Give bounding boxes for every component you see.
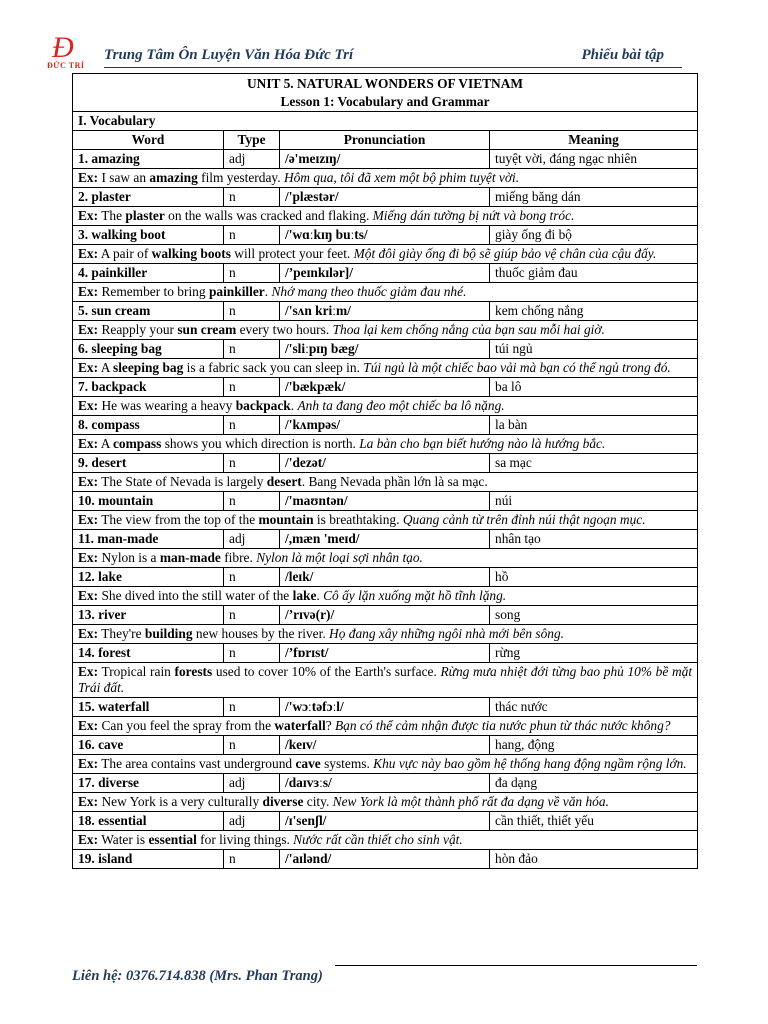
vocab-row — [73, 492, 698, 511]
example-keyword: diverse — [262, 794, 304, 809]
example-sentence — [73, 435, 698, 454]
example-text: . — [264, 284, 272, 299]
example-keyword: forests — [174, 664, 213, 679]
vocab-pronunciation: /ə'meɪzɪŋ/ — [280, 150, 490, 169]
example-row — [73, 663, 698, 698]
example-translation: Hôm qua, tôi đã xem một bộ phim tuyệt vời. — [283, 170, 520, 185]
example-sentence — [73, 283, 698, 302]
example-translation: New York là một thành phố rất đa dạng về văn hóa. — [332, 794, 609, 809]
example-sentence — [73, 207, 698, 226]
example-label: Ex: — [78, 360, 99, 375]
vocab-pronunciation: /daɪvɜːs/ — [280, 774, 490, 793]
example-translation: Nước rất cần thiết cho sinh vật. — [293, 832, 463, 847]
example-translation: Khu vực này bao gồm hệ thống hang động ngầm rộng lớn. — [373, 756, 687, 771]
vocab-meaning: tuyệt vời, đáng ngạc nhiên — [490, 150, 698, 169]
example-text: on the walls was cracked and flaking. — [164, 208, 373, 223]
example-keyword: sun cream — [177, 322, 237, 337]
example-label: Ex: — [78, 756, 99, 771]
example-sentence — [73, 831, 698, 850]
example-row — [73, 359, 698, 378]
vocab-row — [73, 850, 698, 869]
example-text: is breathtaking. — [313, 512, 403, 527]
vocab-type: n — [224, 606, 280, 625]
example-keyword: amazing — [149, 170, 198, 185]
vocab-word: 11. man-made — [73, 530, 224, 549]
vocab-word: 7. backpack — [73, 378, 224, 397]
vocab-meaning: hồ — [490, 568, 698, 587]
example-row — [73, 625, 698, 644]
column-header-meaning: Meaning — [490, 131, 698, 150]
example-sentence — [73, 321, 698, 340]
vocab-word: 10. mountain — [73, 492, 224, 511]
vocab-pronunciation: /leɪk/ — [280, 568, 490, 587]
vocab-meaning: ba lô — [490, 378, 698, 397]
example-text: They're — [101, 626, 145, 641]
vocab-meaning: núi — [490, 492, 698, 511]
example-translation: Bạn có thể cảm nhận được tia nước phun từ thác nước không? — [334, 718, 671, 733]
example-keyword: building — [144, 626, 193, 641]
example-text: Can you feel the spray from the — [101, 718, 275, 733]
vocab-type: n — [224, 568, 280, 587]
vocab-word: 1. amazing — [73, 150, 224, 169]
example-row — [73, 169, 698, 188]
example-text: is a fabric sack you can sleep in. — [183, 360, 364, 375]
example-row — [73, 587, 698, 606]
vocab-type: adj — [224, 812, 280, 831]
vocab-pronunciation: /’peɪnkɪlər]/ — [280, 264, 490, 283]
example-label: Ex: — [78, 550, 99, 565]
vocab-type: n — [224, 340, 280, 359]
vocab-type: n — [224, 736, 280, 755]
footer-divider — [335, 965, 697, 966]
example-keyword: sleeping bag — [112, 360, 184, 375]
example-text: He was wearing a heavy — [101, 398, 236, 413]
vocab-row — [73, 606, 698, 625]
example-text: Remember to bring — [101, 284, 209, 299]
example-text: The view from the top of the — [101, 512, 259, 527]
example-sentence — [73, 359, 698, 378]
example-text: . — [316, 588, 324, 603]
vocab-word: 13. river — [73, 606, 224, 625]
example-label: Ex: — [78, 794, 99, 809]
example-row — [73, 435, 698, 454]
example-sentence — [73, 625, 698, 644]
example-keyword: plaster — [125, 208, 165, 223]
example-text: will protect your feet. — [230, 246, 354, 261]
example-text: New York is a very culturally — [101, 794, 263, 809]
example-keyword: walking boots — [151, 246, 231, 261]
example-label: Ex: — [78, 208, 99, 223]
example-sentence — [73, 511, 698, 530]
example-row — [73, 549, 698, 568]
example-text: Water is — [101, 832, 149, 847]
example-text: Nylon is a — [101, 550, 160, 565]
vocab-meaning: sa mạc — [490, 454, 698, 473]
example-label: Ex: — [78, 718, 99, 733]
example-sentence — [73, 793, 698, 812]
example-text: Reapply your — [101, 322, 178, 337]
vocab-meaning: nhân tạo — [490, 530, 698, 549]
example-keyword: mountain — [258, 512, 314, 527]
vocab-pronunciation: /'wɔːtəfɔːl/ — [280, 698, 490, 717]
vocabulary-table — [72, 73, 698, 869]
example-keyword: waterfall — [274, 718, 326, 733]
example-translation: Một đôi giày ống đi bộ sẽ giúp bảo vệ chân của cậu đấy. — [353, 246, 657, 261]
example-label: Ex: — [78, 322, 99, 337]
example-text: The State of Nevada is largely — [101, 474, 267, 489]
vocab-word: 9. desert — [73, 454, 224, 473]
vocab-word: 15. waterfall — [73, 698, 224, 717]
vocab-pronunciation: /'kʌmpəs/ — [280, 416, 490, 435]
vocab-type: n — [224, 454, 280, 473]
logo-text: ĐỨC TRÍ — [47, 61, 85, 70]
unit-title: UNIT 5. NATURAL WONDERS OF VIETNAM — [247, 76, 524, 91]
vocab-meaning: thác nước — [490, 698, 698, 717]
example-translation: Túi ngủ là một chiếc bao vải mà bạn có thể ngủ trong đó. — [363, 360, 671, 375]
example-text: Tropical rain — [101, 664, 175, 679]
example-row — [73, 793, 698, 812]
example-text: A — [100, 360, 113, 375]
example-text: systems. — [320, 756, 374, 771]
vocab-pronunciation: /’fɒrɪst/ — [280, 644, 490, 663]
example-row — [73, 245, 698, 264]
example-text: shows you which direction is north. — [161, 436, 360, 451]
example-row — [73, 511, 698, 530]
example-row — [73, 755, 698, 774]
lesson-title: Lesson 1: Vocabulary and Grammar — [280, 94, 490, 109]
example-translation: La bàn cho bạn biết hướng nào là hướng bắc. — [359, 436, 606, 451]
example-label: Ex: — [78, 170, 99, 185]
vocab-row — [73, 340, 698, 359]
vocab-meaning: giày ống đi bộ — [490, 226, 698, 245]
example-text: city. — [303, 794, 333, 809]
vocab-row — [73, 812, 698, 831]
vocab-row — [73, 568, 698, 587]
example-row — [73, 207, 698, 226]
example-translation: Nhớ mang theo thuốc giảm đau nhé. — [271, 284, 467, 299]
example-keyword: painkiller — [208, 284, 265, 299]
vocab-type: adj — [224, 774, 280, 793]
example-text: A pair of — [100, 246, 152, 261]
example-sentence — [73, 717, 698, 736]
vocab-row — [73, 264, 698, 283]
example-sentence — [73, 549, 698, 568]
vocab-word: 5. sun cream — [73, 302, 224, 321]
example-text: I saw an — [101, 170, 150, 185]
vocab-word: 17. diverse — [73, 774, 224, 793]
vocab-pronunciation: /'bækpæk/ — [280, 378, 490, 397]
vocab-type: n — [224, 492, 280, 511]
example-text: new houses by the river. — [192, 626, 330, 641]
example-row — [73, 473, 698, 492]
example-text: The area contains vast underground — [101, 756, 296, 771]
vocab-word: 3. walking boot — [73, 226, 224, 245]
logo-mark: Đ — [52, 31, 74, 64]
vocab-type: adj — [224, 150, 280, 169]
section-row — [73, 112, 698, 131]
vocab-pronunciation: /'plæstər/ — [280, 188, 490, 207]
vocab-type: n — [224, 226, 280, 245]
example-row — [73, 321, 698, 340]
example-keyword: desert — [266, 474, 302, 489]
example-sentence — [73, 397, 698, 416]
example-keyword: man-made — [159, 550, 221, 565]
vocab-pronunciation: /'wɑːkɪŋ buːts/ — [280, 226, 490, 245]
vocab-word: 12. lake — [73, 568, 224, 587]
section-heading: I. Vocabulary — [73, 112, 698, 131]
example-keyword: cave — [295, 756, 321, 771]
vocab-word: 19. island — [73, 850, 224, 869]
column-header-row — [73, 131, 698, 150]
vocab-pronunciation: /'aɪlənd/ — [280, 850, 490, 869]
example-text: The — [101, 208, 126, 223]
vocab-row — [73, 150, 698, 169]
vocab-pronunciation: /'sʌn kriːm/ — [280, 302, 490, 321]
example-text: for living things. — [196, 832, 294, 847]
example-row — [73, 717, 698, 736]
vocab-meaning: túi ngủ — [490, 340, 698, 359]
example-translation: Rừng mưa nhiệt đới từng bao phủ 10% bề mặt Trái đất. — [78, 664, 693, 695]
vocab-type: n — [224, 850, 280, 869]
vocab-meaning: thuốc giảm đau — [490, 264, 698, 283]
vocab-row — [73, 188, 698, 207]
vocab-meaning: miếng băng dán — [490, 188, 698, 207]
vocab-type: n — [224, 302, 280, 321]
example-keyword: essential — [148, 832, 197, 847]
vocab-word: 2. plaster — [73, 188, 224, 207]
example-label: Ex: — [78, 626, 99, 641]
vocab-row — [73, 530, 698, 549]
vocab-meaning: hang, động — [490, 736, 698, 755]
vocab-meaning: song — [490, 606, 698, 625]
example-sentence — [73, 587, 698, 606]
example-keyword: lake — [292, 588, 317, 603]
vocab-row — [73, 644, 698, 663]
vocab-type: n — [224, 698, 280, 717]
example-label: Ex: — [78, 588, 99, 603]
column-header-pronunciation: Pronunciation — [280, 131, 490, 150]
vocab-word: 18. essential — [73, 812, 224, 831]
example-keyword: compass — [112, 436, 162, 451]
example-text: used to cover 10% of the Earth's surface. — [212, 664, 441, 679]
center-name: Trung Tâm Ôn Luyện Văn Hóa Đức Trí — [104, 47, 354, 63]
vocab-row — [73, 698, 698, 717]
vocab-meaning: rừng — [490, 644, 698, 663]
vocab-type: n — [224, 416, 280, 435]
example-row — [73, 397, 698, 416]
example-text: . — [290, 398, 298, 413]
vocab-row — [73, 416, 698, 435]
example-text: A — [100, 436, 113, 451]
example-text: . Bang Nevada phần lớn là sa mạc. — [301, 474, 488, 489]
vocab-row — [73, 226, 698, 245]
vocab-pronunciation: /'maʊntən/ — [280, 492, 490, 511]
example-translation: Thoa lại kem chống nắng của bạn sau mỗi hai giờ. — [332, 322, 605, 337]
example-sentence — [73, 473, 698, 492]
example-row — [73, 283, 698, 302]
vocab-pronunciation: /ɪ'senʃl/ — [280, 812, 490, 831]
example-translation: Miếng dán tường bị nứt và bong tróc. — [372, 208, 575, 223]
sheet-label: Phiếu bài tập — [581, 47, 664, 63]
vocab-pronunciation: /’rɪvə(r)/ — [280, 606, 490, 625]
vocab-type: adj — [224, 530, 280, 549]
vocab-row — [73, 302, 698, 321]
vocab-pronunciation: /'sliːpɪŋ bæg/ — [280, 340, 490, 359]
example-label: Ex: — [78, 398, 99, 413]
ductri-logo — [42, 31, 88, 74]
vocab-word: 6. sleeping bag — [73, 340, 224, 359]
vocab-meaning: kem chống nắng — [490, 302, 698, 321]
footer-contact: Liên hệ: 0376.714.838 (Mrs. Phan Trang) — [72, 968, 323, 984]
example-label: Ex: — [78, 436, 99, 451]
column-header-type: Type — [224, 131, 280, 150]
vocab-row — [73, 378, 698, 397]
vocab-meaning: cần thiết, thiết yếu — [490, 812, 698, 831]
example-row — [73, 831, 698, 850]
example-label: Ex: — [78, 832, 99, 847]
vocab-word: 8. compass — [73, 416, 224, 435]
example-translation: Nylon là một loại sợi nhân tạo. — [256, 550, 423, 565]
example-text: She dived into the still water of the — [101, 588, 293, 603]
vocab-row — [73, 454, 698, 473]
example-text: ? — [325, 718, 335, 733]
example-label: Ex: — [78, 474, 99, 489]
vocab-meaning: đa dạng — [490, 774, 698, 793]
example-label: Ex: — [78, 512, 99, 527]
example-sentence — [73, 245, 698, 264]
example-translation: Anh ta đang đeo một chiếc ba lô nặng. — [297, 398, 505, 413]
vocab-meaning: hòn đảo — [490, 850, 698, 869]
example-text: film yesterday. — [197, 170, 284, 185]
page-header — [42, 31, 682, 74]
example-text: every two hours. — [236, 322, 333, 337]
example-translation: Cô ấy lặn xuống mặt hồ tĩnh lặng. — [323, 588, 507, 603]
example-keyword: backpack — [235, 398, 291, 413]
example-sentence — [73, 755, 698, 774]
vocab-pronunciation: /'dezət/ — [280, 454, 490, 473]
vocab-pronunciation: /keɪv/ — [280, 736, 490, 755]
header-divider — [104, 67, 682, 68]
vocab-type: n — [224, 644, 280, 663]
vocab-row — [73, 736, 698, 755]
vocab-word: 16. cave — [73, 736, 224, 755]
example-sentence — [73, 169, 698, 188]
example-text: fibre. — [220, 550, 257, 565]
vocab-word: 14. forest — [73, 644, 224, 663]
example-label: Ex: — [78, 246, 99, 261]
vocab-word: 4. painkiller — [73, 264, 224, 283]
vocab-type: n — [224, 264, 280, 283]
example-sentence — [73, 663, 698, 698]
example-label: Ex: — [78, 664, 99, 679]
vocab-type: n — [224, 378, 280, 397]
vocab-type: n — [224, 188, 280, 207]
title-row — [73, 74, 698, 112]
vocab-row — [73, 774, 698, 793]
example-translation: Họ đang xây những ngôi nhà mới bên sông. — [329, 626, 565, 641]
example-label: Ex: — [78, 284, 99, 299]
vocab-pronunciation: /,mæn 'meɪd/ — [280, 530, 490, 549]
column-header-word: Word — [73, 131, 224, 150]
example-translation: Quang cảnh từ trên đỉnh núi thật ngoạn mục. — [402, 512, 646, 527]
vocab-meaning: la bàn — [490, 416, 698, 435]
